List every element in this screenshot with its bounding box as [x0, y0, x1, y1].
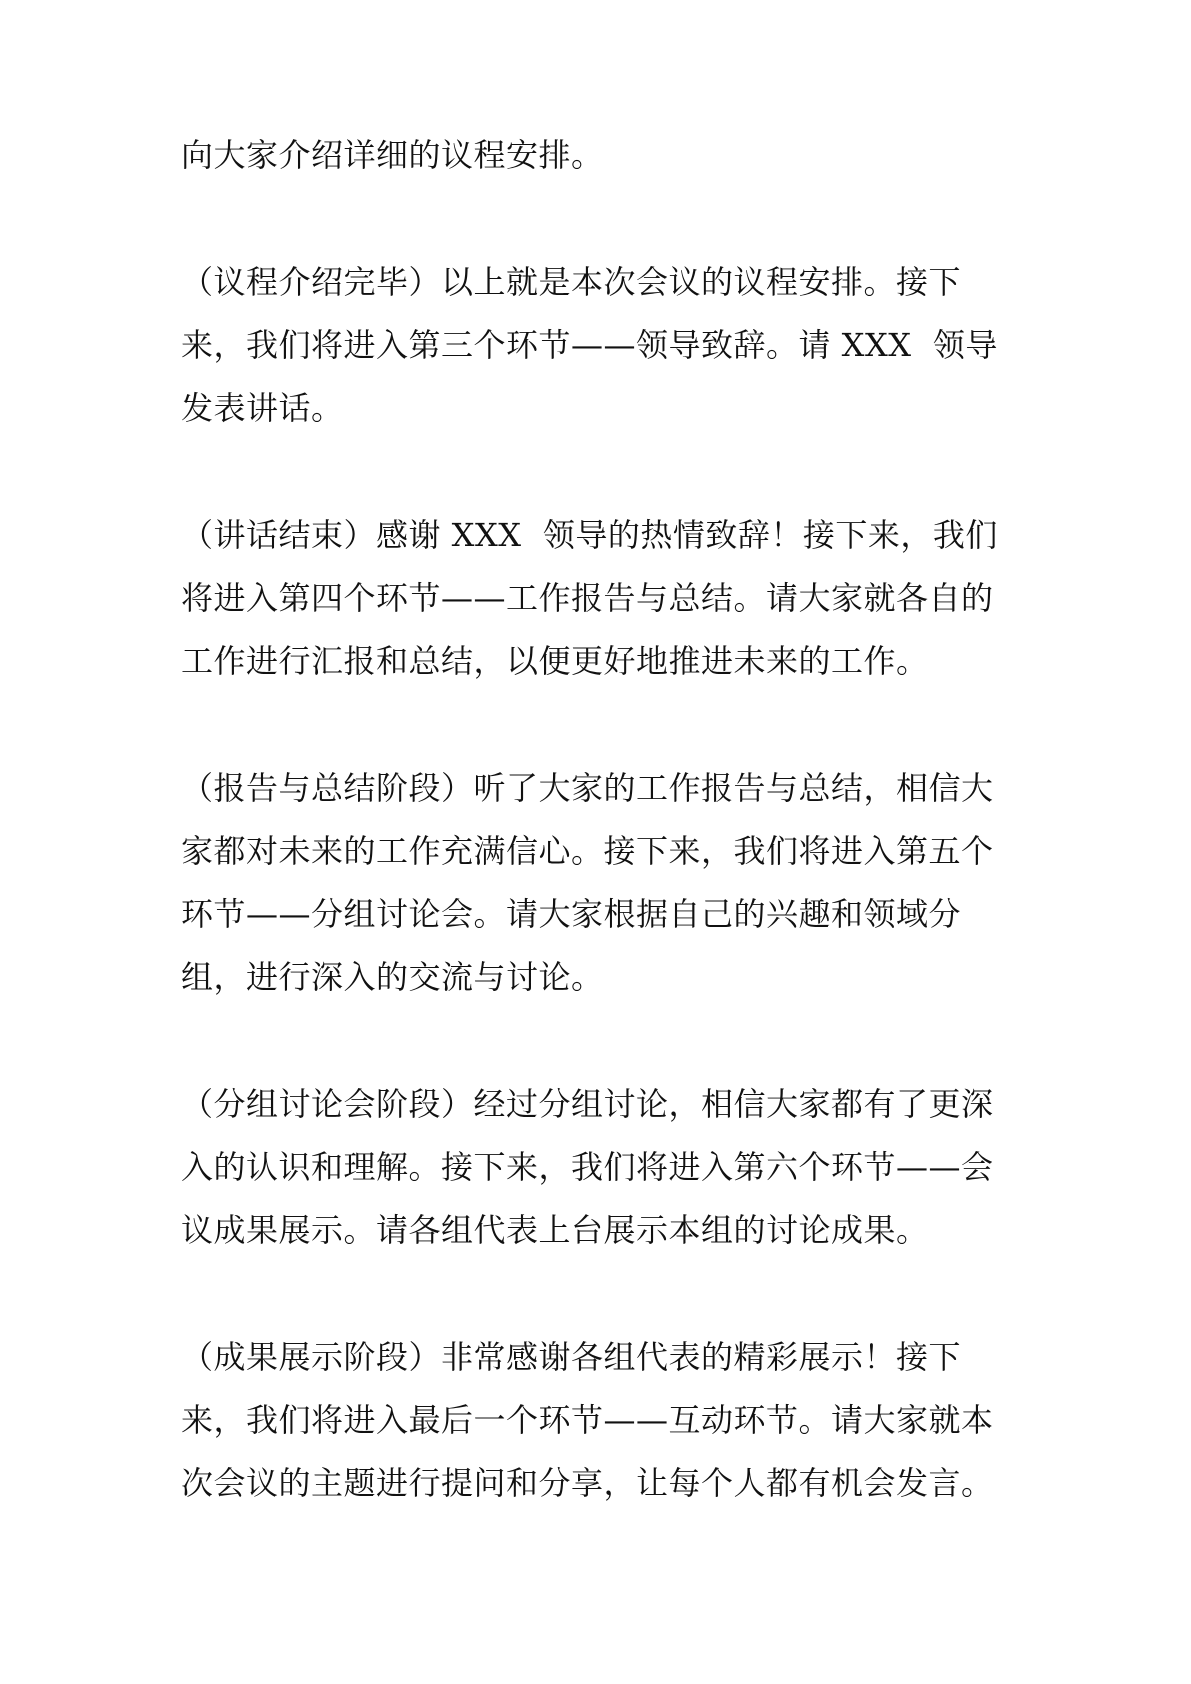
paragraph-6: （成果展示阶段）非常感谢各组代表的精彩展示！接下来，我们将进入最后一个环节——互动环节。请大家就本次会议的主题进行提问和分享，让每个人都有机会发言。: [181, 1338, 994, 1502]
paragraph-4: （报告与总结阶段）听了大家的工作报告与总结，相信大家都对未来的工作充满信心。接下来，我们将进入第五个环节——分组讨论会。请大家根据自己的兴趣和领域分组，进行深入的交流与讨论。: [181, 769, 994, 996]
paragraph-1: 向大家介绍详细的议程安排。: [181, 136, 604, 174]
paragraph-5: （分组讨论会阶段）经过分组讨论，相信大家都有了更深入的认识和理解。接下来，我们将进入第六个环节——会议成果展示。请各组代表上台展示本组的讨论成果。: [181, 1085, 994, 1249]
document-body: [181, 124, 1011, 1579]
paragraph-3: （讲话结束）感谢 XXX 领导的热情致辞！接下来，我们将进入第四个环节——工作报告与总结。请大家就各自的工作进行汇报和总结，以便更好地推进未来的工作。: [181, 516, 998, 680]
paragraph-2: （议程介绍完毕）以上就是本次会议的议程安排。接下来，我们将进入第三个环节——领导致辞。请 XXX 领导发表讲话。: [181, 263, 998, 427]
